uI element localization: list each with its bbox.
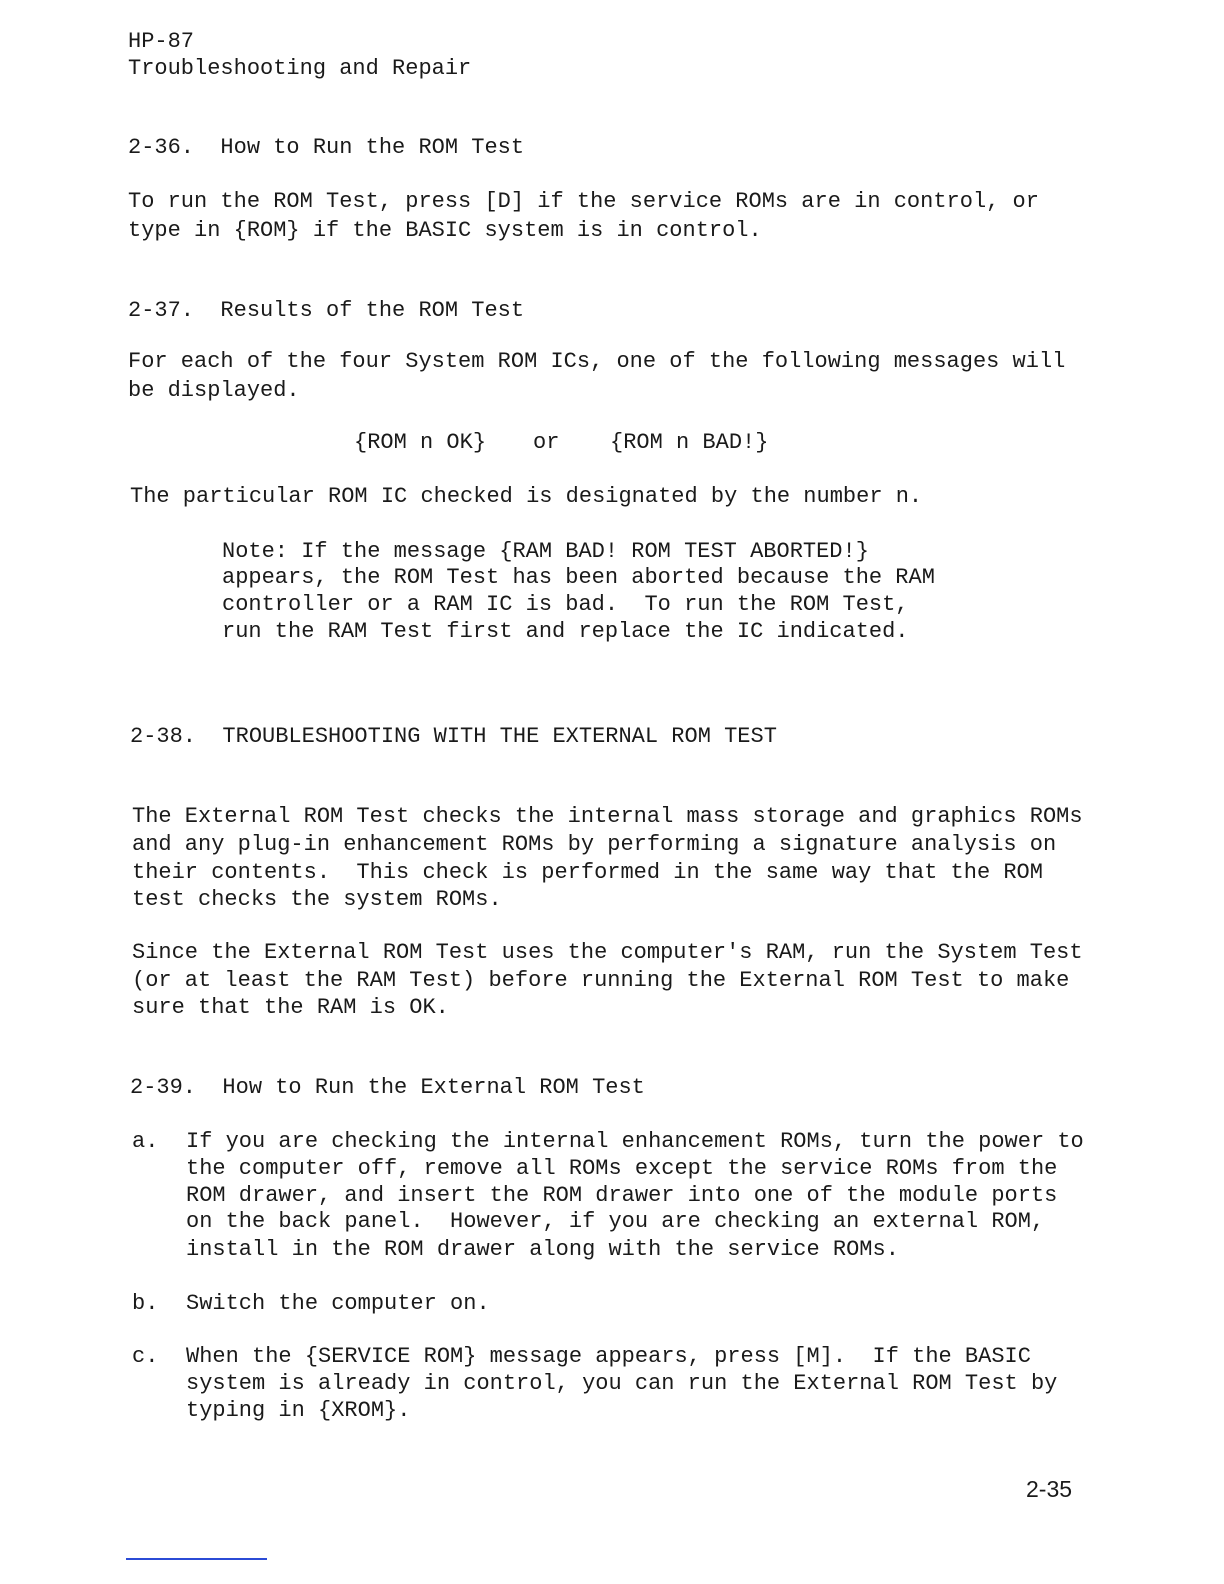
paragraph-line: be displayed. <box>128 378 300 403</box>
list-item-line: the computer off, remove all ROMs except the service ROMs from the <box>186 1156 1058 1181</box>
section-heading-2-36: 2-36. How to Run the ROM Test <box>128 135 525 160</box>
list-item-label-c: c. <box>132 1344 159 1369</box>
paragraph-line: type in {ROM} if the BASIC system is in control. <box>128 218 762 243</box>
paragraph-line: sure that the RAM is OK. <box>132 995 449 1020</box>
header-model: HP-87 <box>128 29 195 54</box>
page-number: 2-35 <box>1026 1476 1073 1502</box>
paragraph-line: and any plug-in enhancement ROMs by performing a signature analysis on <box>132 832 1057 857</box>
list-item-line: ROM drawer, and insert the ROM drawer into one of the module ports <box>186 1183 1058 1208</box>
note-line: appears, the ROM Test has been aborted because the RAM <box>222 565 935 590</box>
list-item-line: When the {SERVICE ROM} message appears, press [M]. If the BASIC <box>186 1344 1031 1369</box>
message-or: or <box>533 430 560 455</box>
section-heading-2-39: 2-39. How to Run the External ROM Test <box>130 1075 645 1100</box>
note-line: Note: If the message {RAM BAD! ROM TEST ABORTED!} <box>222 539 869 564</box>
list-item-label-a: a. <box>132 1129 159 1154</box>
paragraph-line: For each of the four System ROM ICs, one of the following messages will <box>128 349 1066 374</box>
list-item-line: If you are checking the internal enhancement ROMs, turn the power to <box>186 1129 1084 1154</box>
message-rom-bad: {ROM n BAD!} <box>610 430 769 455</box>
list-item-line: on the back panel. However, if you are checking an external ROM, <box>186 1209 1045 1234</box>
paragraph-line: To run the ROM Test, press [D] if the service ROMs are in control, or <box>128 189 1039 214</box>
note-line: run the RAM Test first and replace the IC indicated. <box>222 619 909 644</box>
list-item-label-b: b. <box>132 1291 159 1316</box>
paragraph-line: test checks the system ROMs. <box>132 887 502 912</box>
paragraph-line: their contents. This check is performed in the same way that the ROM <box>132 860 1043 885</box>
footer-rule <box>126 1558 267 1560</box>
section-heading-2-38: 2-38. TROUBLESHOOTING WITH THE EXTERNAL ROM TEST <box>130 724 777 749</box>
header-title: Troubleshooting and Repair <box>128 56 472 81</box>
list-item-line: Switch the computer on. <box>186 1291 490 1316</box>
list-item-line: typing in {XROM}. <box>186 1398 411 1423</box>
message-rom-ok: {ROM n OK} <box>354 430 487 455</box>
note-line: controller or a RAM IC is bad. To run the ROM Test, <box>222 592 909 617</box>
list-item-line: install in the ROM drawer along with the service ROMs. <box>186 1237 899 1262</box>
paragraph-line: The External ROM Test checks the internal mass storage and graphics ROMs <box>132 804 1083 829</box>
paragraph-line: The particular ROM IC checked is designated by the number n. <box>130 484 923 509</box>
paragraph-line: (or at least the RAM Test) before running the External ROM Test to make <box>132 968 1070 993</box>
list-item-line: system is already in control, you can run the External ROM Test by <box>186 1371 1058 1396</box>
section-heading-2-37: 2-37. Results of the ROM Test <box>128 298 525 323</box>
paragraph-line: Since the External ROM Test uses the computer's RAM, run the System Test <box>132 940 1083 965</box>
